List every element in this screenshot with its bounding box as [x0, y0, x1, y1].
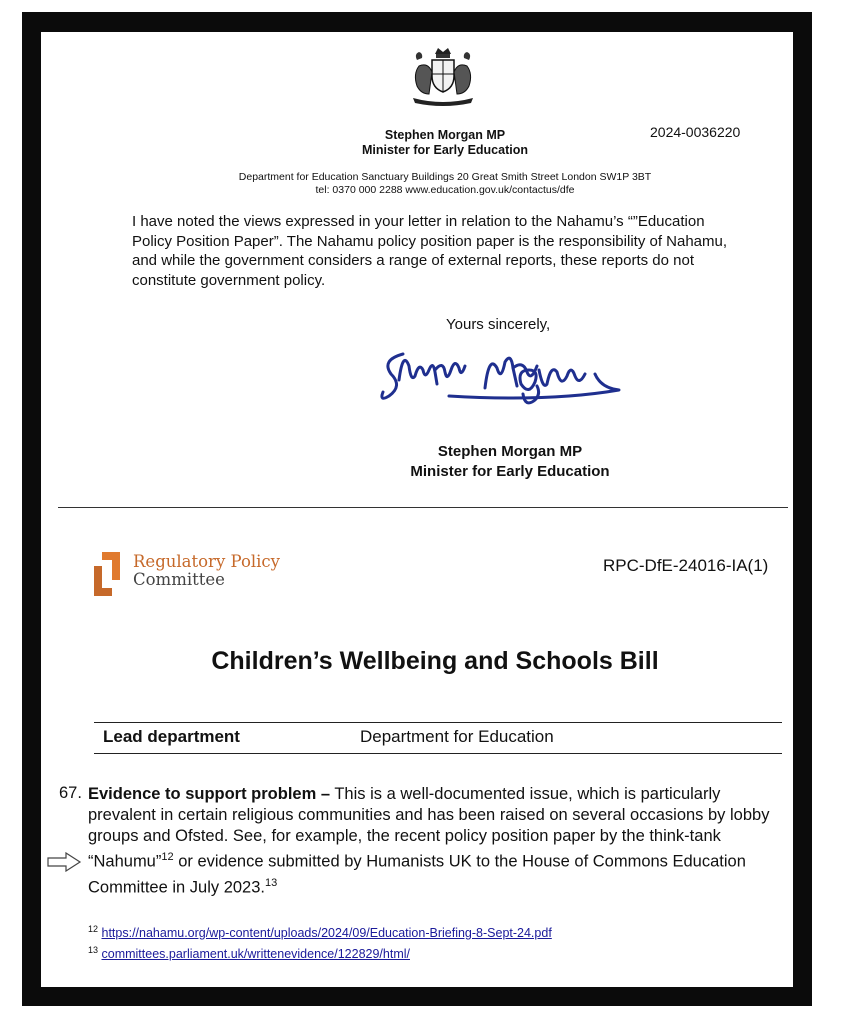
table-top-rule — [94, 722, 782, 723]
rpc-logo-line2: Committee — [133, 570, 225, 589]
letter-address — [190, 171, 700, 196]
paragraph-number: 67. — [59, 784, 82, 802]
letter-body: I have noted the views expressed in your letter in relation to the Nahamu’s “”Education Policy Position Paper”. The Nahamu policy position paper is the responsibility of Nahamu, and while the government considers a range of external reports, these reports do not constitute government policy. — [132, 213, 728, 289]
footnote-12 — [88, 921, 552, 942]
sender-name: Stephen Morgan MP — [384, 128, 506, 142]
footnotes — [88, 921, 552, 963]
handwritten-signature — [373, 340, 633, 418]
paragraph-heading: Evidence to support problem – — [88, 785, 331, 803]
paragraph-text-continued: or evidence submitted by Humanists UK to the House of Commons Education Committee in July 2023. — [88, 852, 746, 896]
letter-signer — [370, 442, 650, 482]
table-bottom-rule — [94, 753, 782, 754]
contact-line: tel: 0370 000 2288 www.education.gov.uk/contactus/dfe — [315, 183, 575, 196]
footnote-ref-12: 12 — [161, 851, 174, 863]
rpc-logo-icon — [94, 552, 120, 596]
royal-crest-icon — [405, 44, 481, 106]
address-line: Department for Education Sanctuary Buildings 20 Great Smith Street London SW1P 3BT — [238, 171, 652, 183]
rpc-logo-line1: Regulatory Policy — [133, 552, 280, 571]
footnote-link-12[interactable]: https://nahamu.org/wp-content/uploads/2024/09/Education-Briefing-8-Sept-24.pdf — [101, 926, 552, 941]
bill-title: Children’s Wellbeing and Schools Bill — [211, 647, 659, 675]
footnote-number: 13 — [88, 945, 99, 956]
footnote-13 — [88, 942, 552, 963]
footnote-link-13[interactable]: committees.parliament.uk/writtenevidence/122829/html/ — [101, 947, 410, 962]
lead-department-label: Lead department — [103, 727, 240, 746]
arrow-right-icon — [46, 852, 82, 872]
sender-title: Minister for Early Education — [361, 143, 528, 157]
signer-name: Stephen Morgan MP — [437, 443, 583, 460]
letter-closing: Yours sincerely, — [446, 316, 551, 333]
letter-reference: 2024-0036220 — [650, 124, 741, 140]
paragraph-text: This is a well-documented issue, which is particularly prevalent in certain religious communities and has been raised on several occasions by lobby groups and Ofsted. See, for example, the recent policy position paper by the think-tank “Nahumu” — [88, 785, 770, 871]
footnote-ref-13: 13 — [265, 876, 278, 889]
rpc-logo-text — [133, 553, 280, 589]
footnote-number: 12 — [88, 924, 99, 934]
lead-department-value: Department for Education — [360, 727, 554, 746]
section-divider — [58, 507, 788, 508]
rpc-reference: RPC-DfE-24016-IA(1) — [603, 556, 769, 575]
signer-title: Minister for Early Education — [410, 463, 610, 480]
paragraph-67 — [88, 784, 792, 898]
letter-sender — [330, 128, 560, 158]
